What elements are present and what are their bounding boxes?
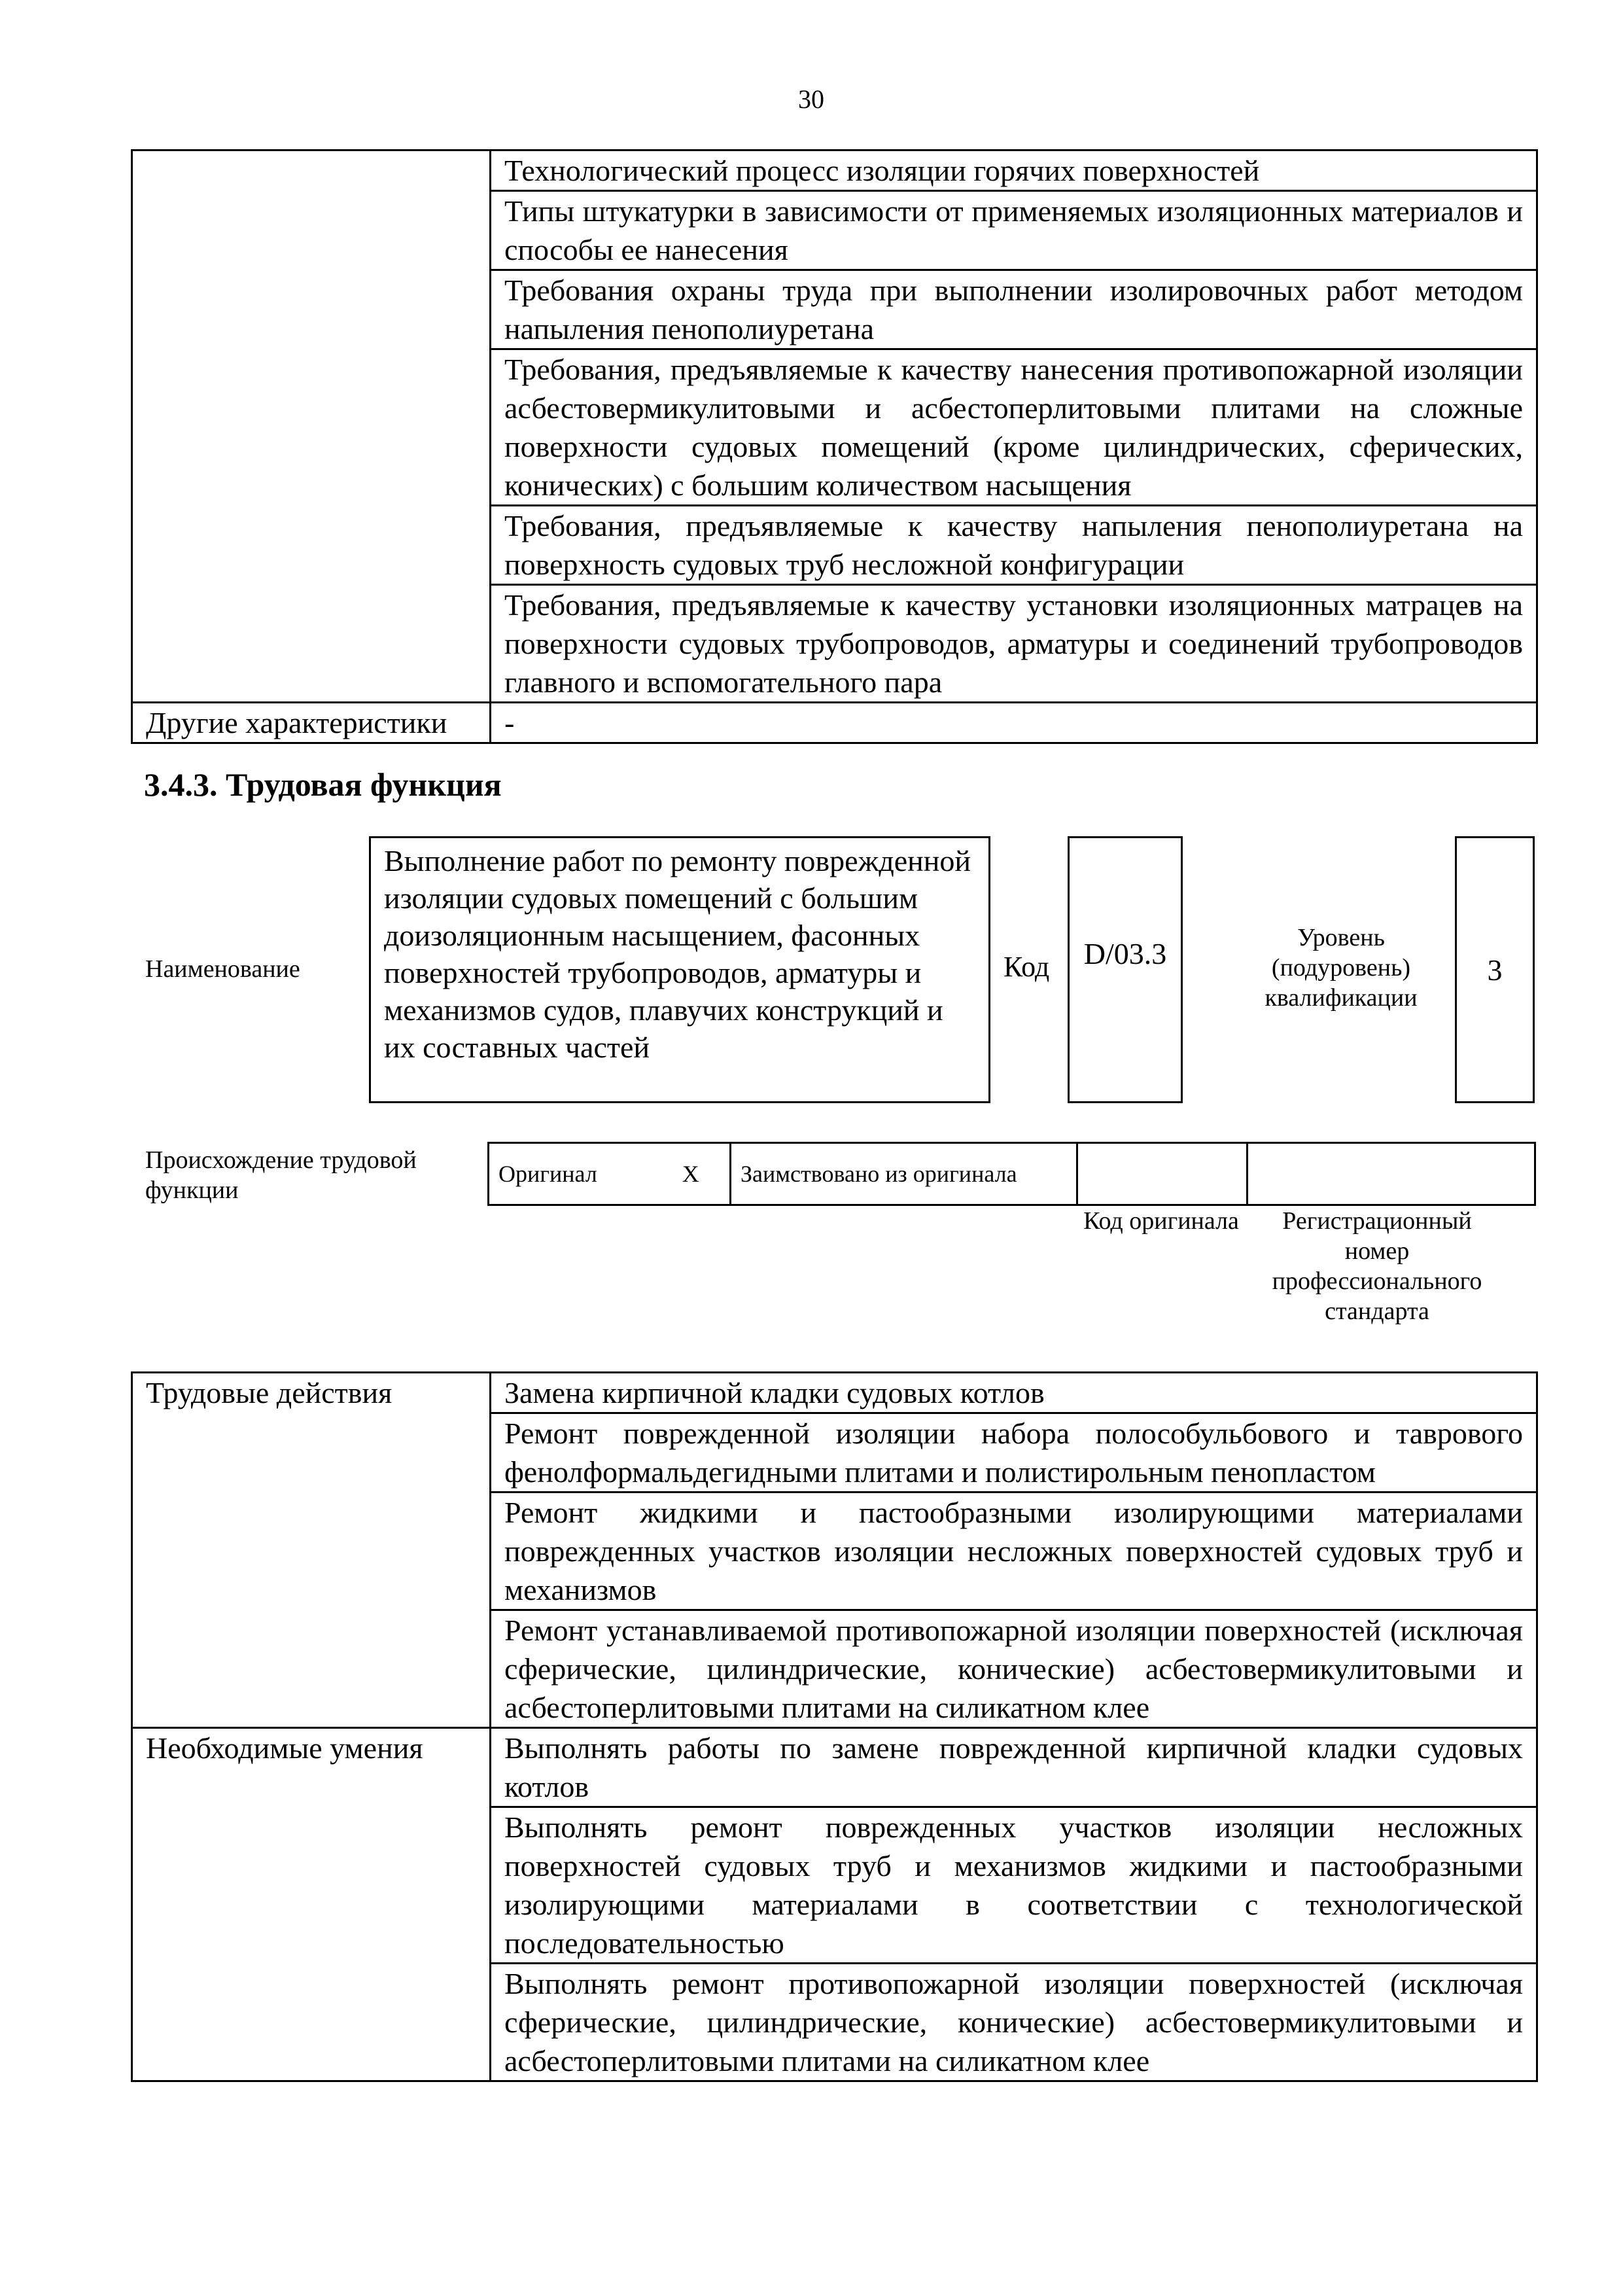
table-row xyxy=(489,1143,1535,1205)
origin-table xyxy=(487,1142,1536,1206)
action-item: Ремонт поврежденной изоляции набора полособульбового и таврового фенолформальдегидными плитами и полистирольным пенопластом xyxy=(491,1413,1537,1492)
original-mark: X xyxy=(652,1143,731,1205)
origin-label: Происхождение трудовой функции xyxy=(145,1146,417,1204)
skill-item: Выполнять ремонт поврежденных участков изоляции несложных поверхностей судовых труб и механизмов жидкими и пастообразными изолирующими материалами в соответствии с технологической последовательностью xyxy=(491,1807,1537,1964)
borrowed-label: Заимствовано из оригинала xyxy=(731,1143,1077,1205)
knowledge-item: Требования охраны труда при выполнении изолировочных работ методом напыления пенополиуретана xyxy=(491,270,1537,349)
skills-label: Необходимые умения xyxy=(132,1728,491,2081)
function-name: Выполнение работ по ремонту поврежденной изоляции судовых помещений с большим доизоляционным насыщением, фасонных поверхностей трубопроводов, арматуры и механизмов судов, плавучих конструкций и их составных частей xyxy=(369,836,990,1103)
knowledge-item: Типы штукатурки в зависимости от применяемых изоляционных материалов и способы ее нанесения xyxy=(491,191,1537,270)
table-cell-empty xyxy=(132,150,491,703)
action-item: Замена кирпичной кладки судовых котлов xyxy=(491,1373,1537,1413)
skill-item: Выполнять работы по замене поврежденной кирпичной кладки судовых котлов xyxy=(491,1728,1537,1807)
registration-number-cell xyxy=(1248,1143,1535,1205)
knowledge-item: Требования, предъявляемые к качеству напыления пенополиуретана на поверхность судовых труб несложной конфигурации xyxy=(491,506,1537,585)
other-characteristics-value: - xyxy=(491,703,1537,743)
knowledge-item: Требования, предъявляемые к качеству установки изоляционных матрацев на поверхности судовых трубопроводов, арматуры и соединений трубопроводов главного и вспомогательного пара xyxy=(491,585,1537,703)
registration-caption: Регистрационный номер профессионального стандарта xyxy=(1272,1207,1482,1325)
original-code-cell xyxy=(1077,1143,1248,1205)
code-caption: Код оригинала xyxy=(1083,1207,1239,1235)
level-label: Уровень (подуровень) квалификации xyxy=(1265,924,1418,1012)
code-value: D/03.3 xyxy=(1068,836,1183,1103)
other-characteristics-label: Другие характеристики xyxy=(132,703,491,743)
knowledge-table xyxy=(131,149,1538,744)
action-item: Ремонт жидкими и пастообразными изолирующими материалами поврежденных участков изоляции несложных поверхностей судовых труб и механизмов xyxy=(491,1492,1537,1610)
level-value: 3 xyxy=(1455,836,1535,1103)
knowledge-item: Требования, предъявляемые к качеству нанесения противопожарной изоляции асбестовермикулитовыми и асбестоперлитовыми плитами на сложные поверхности судовых помещений (кроме цилиндрических, сферических, конических) с большим количеством насыщения xyxy=(491,349,1537,506)
table-row xyxy=(132,703,1537,743)
labor-actions-table xyxy=(131,1371,1538,2082)
table-row xyxy=(132,1373,1537,1413)
skill-item: Выполнять ремонт противопожарной изоляции поверхностей (исключая сферические, цилиндрические, конические) асбестовермикулитовыми и асбестоперлитовыми плитами на силикатном клее xyxy=(491,1964,1537,2081)
table-row xyxy=(132,1728,1537,1807)
page-number: 30 xyxy=(798,84,824,114)
actions-label: Трудовые действия xyxy=(132,1373,491,1728)
name-label: Наименование xyxy=(145,955,300,983)
original-label: Оригинал xyxy=(489,1143,652,1205)
table-row xyxy=(132,150,1537,191)
knowledge-item: Технологический процесс изоляции горячих поверхностей xyxy=(491,150,1537,191)
section-title: 3.4.3. Трудовая функция xyxy=(144,766,502,803)
action-item: Ремонт устанавливаемой противопожарной изоляции поверхностей (исключая сферические, цилиндрические, конические) асбестовермикулитовыми и асбестоперлитовыми плитами на силикатном клее xyxy=(491,1610,1537,1728)
code-label: Код xyxy=(1003,951,1050,983)
